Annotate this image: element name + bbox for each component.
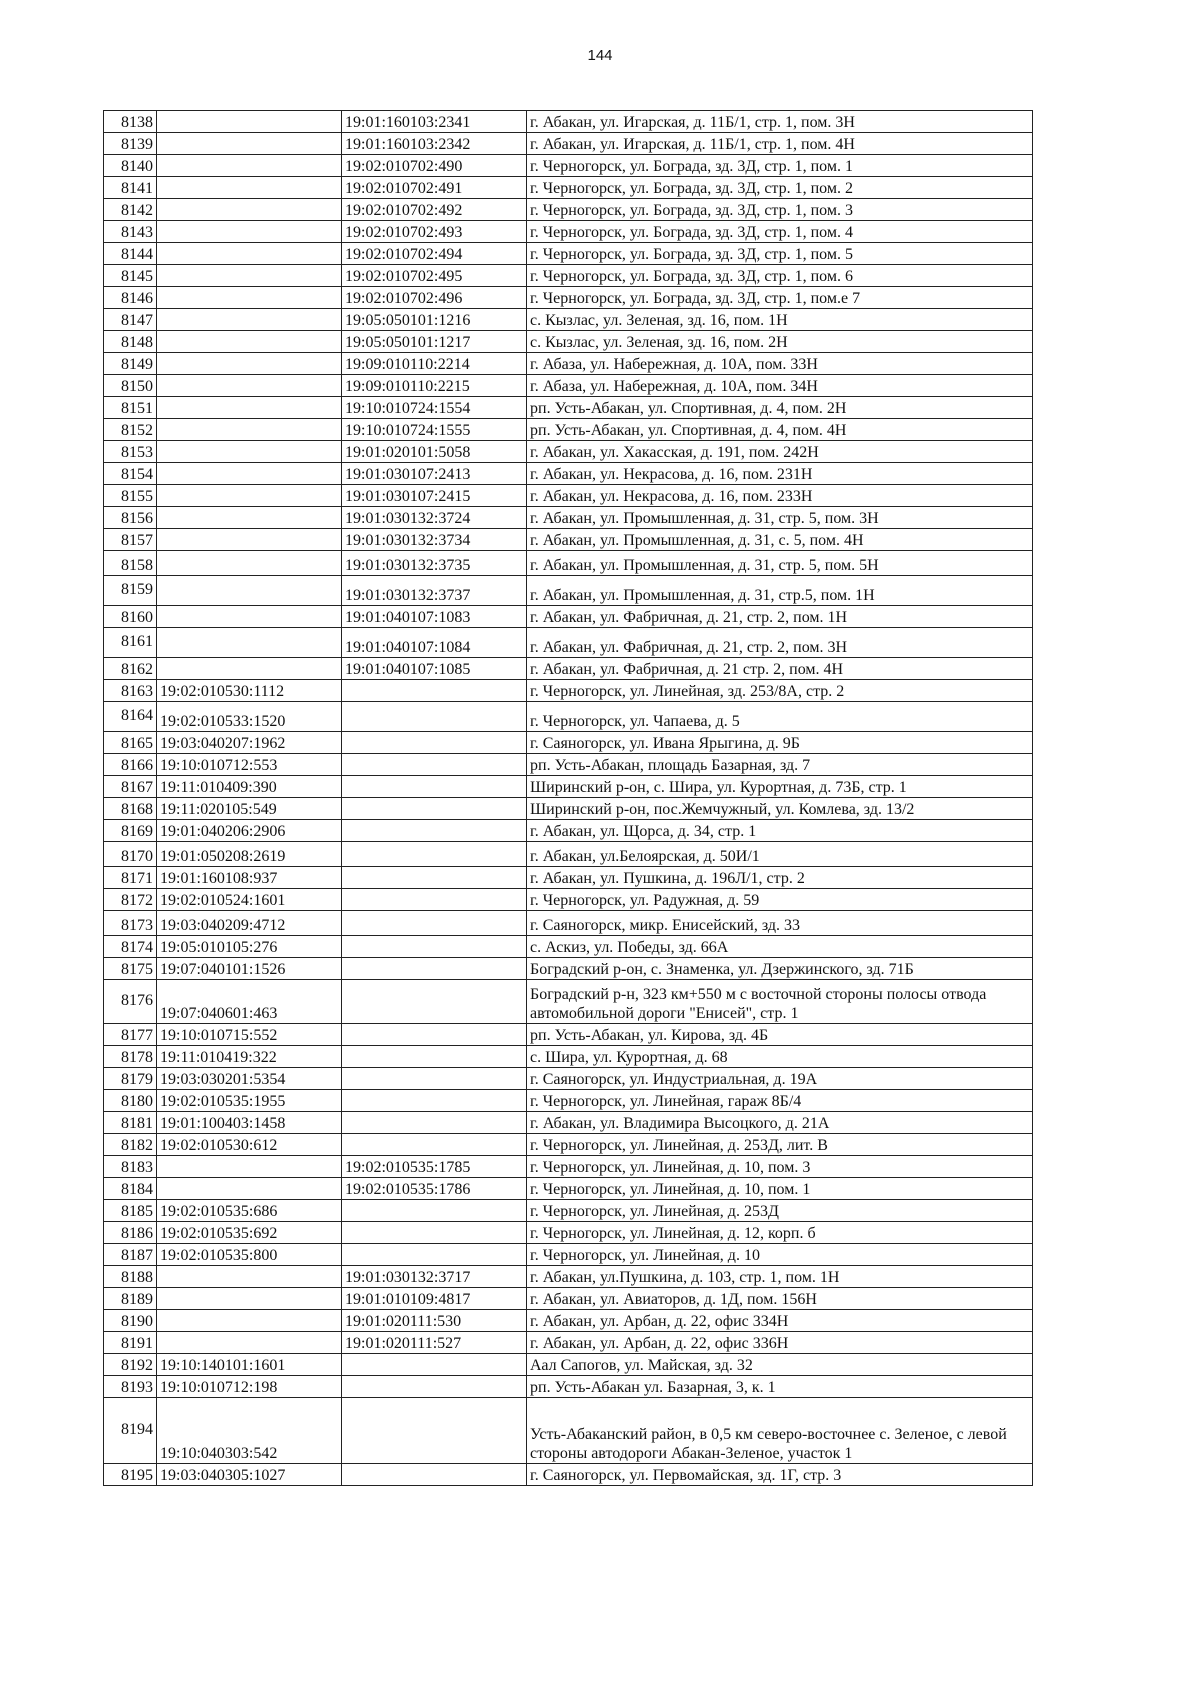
address-cell: г. Абакан, ул. Пушкина, д. 196Л/1, стр. 2: [527, 867, 1033, 889]
room-cadastral-number-cell: [342, 867, 527, 889]
cadastral-number-cell: [157, 628, 342, 658]
row-number-cell: 8187: [104, 1244, 157, 1266]
address-cell: г. Черногорск, ул. Линейная, гараж 8Б/4: [527, 1090, 1033, 1112]
cadastral-number-cell: 19:10:040303:542: [157, 1398, 342, 1464]
table-row: [104, 221, 1033, 243]
table-row: [104, 1090, 1033, 1112]
row-number-cell: 8164: [104, 702, 157, 732]
room-cadastral-number-cell: 19:05:050101:1216: [342, 309, 527, 331]
address-cell: г. Черногорск, ул. Бограда, зд. 3Д, стр. 1, пом. 4: [527, 221, 1033, 243]
cadastral-number-cell: 19:02:010535:692: [157, 1222, 342, 1244]
room-cadastral-number-cell: 19:01:160103:2342: [342, 133, 527, 155]
table-row: [104, 889, 1033, 911]
row-number-cell: 8152: [104, 419, 157, 441]
cadastral-number-cell: [157, 287, 342, 309]
room-cadastral-number-cell: [342, 1398, 527, 1464]
address-cell: г. Саяногорск, ул. Первомайская, зд. 1Г, стр. 3: [527, 1464, 1033, 1486]
address-cell: г. Черногорск, ул. Линейная, д. 253Д: [527, 1200, 1033, 1222]
address-cell: рп. Усть-Абакан, ул. Спортивная, д. 4, пом. 4Н: [527, 419, 1033, 441]
table-row: [104, 199, 1033, 221]
table-row: [104, 1068, 1033, 1090]
row-number-cell: 8193: [104, 1376, 157, 1398]
row-number-cell: 8182: [104, 1134, 157, 1156]
row-number-cell: 8174: [104, 936, 157, 958]
room-cadastral-number-cell: 19:02:010702:494: [342, 243, 527, 265]
cadastral-number-cell: 19:02:010535:1955: [157, 1090, 342, 1112]
cadastral-number-cell: [157, 155, 342, 177]
row-number-cell: 8159: [104, 576, 157, 606]
address-cell: Боградский р-н, 323 км+550 м с восточной стороны полосы отвода автомобильной дороги "Енисей", стр. 1: [527, 980, 1033, 1024]
room-cadastral-number-cell: 19:01:030132:3735: [342, 551, 527, 576]
address-cell: г. Абакан, ул.Пушкина, д. 103, стр. 1, пом. 1Н: [527, 1266, 1033, 1288]
address-cell: рп. Усть-Абакан ул. Базарная, 3, к. 1: [527, 1376, 1033, 1398]
address-cell: г. Абакан, ул. Промышленная, д. 31, стр.5, пом. 1Н: [527, 576, 1033, 606]
cadastral-number-cell: [157, 658, 342, 680]
address-cell: г. Абакан, ул. Фабричная, д. 21 стр. 2, пом. 4Н: [527, 658, 1033, 680]
room-cadastral-number-cell: 19:01:030132:3724: [342, 507, 527, 529]
address-cell: г. Саяногорск, ул. Индустриальная, д. 19А: [527, 1068, 1033, 1090]
address-cell: г. Абакан, ул. Хакасская, д. 191, пом. 242Н: [527, 441, 1033, 463]
table-row: [104, 867, 1033, 889]
room-cadastral-number-cell: 19:10:010724:1554: [342, 397, 527, 419]
row-number-cell: 8190: [104, 1310, 157, 1332]
table-row: [104, 485, 1033, 507]
cadastral-number-cell: [157, 419, 342, 441]
room-cadastral-number-cell: 19:02:010535:1786: [342, 1178, 527, 1200]
cadastral-number-cell: [157, 551, 342, 576]
row-number-cell: 8151: [104, 397, 157, 419]
table-row: [104, 177, 1033, 199]
room-cadastral-number-cell: [342, 1112, 527, 1134]
cadastral-number-cell: 19:02:010535:686: [157, 1200, 342, 1222]
table-row: [104, 529, 1033, 551]
table-row: [104, 287, 1033, 309]
row-number-cell: 8177: [104, 1024, 157, 1046]
row-number-cell: 8178: [104, 1046, 157, 1068]
address-cell: Усть-Абаканский район, в 0,5 км северо-восточнее с. Зеленое, с левой стороны автодороги Абакан-Зеленое, участок 1: [527, 1398, 1033, 1464]
room-cadastral-number-cell: [342, 958, 527, 980]
address-cell: г. Абакан, ул. Некрасова, д. 16, пом. 231Н: [527, 463, 1033, 485]
address-cell: г. Черногорск, ул. Чапаева, д. 5: [527, 702, 1033, 732]
room-cadastral-number-cell: [342, 776, 527, 798]
row-number-cell: 8148: [104, 331, 157, 353]
table-row: [104, 606, 1033, 628]
address-cell: г. Абакан, ул. Игарская, д. 11Б/1, стр. 1, пом. 4Н: [527, 133, 1033, 155]
row-number-cell: 8191: [104, 1332, 157, 1354]
row-number-cell: 8157: [104, 529, 157, 551]
address-cell: г. Черногорск, ул. Бограда, зд. 3Д, стр. 1, пом. 2: [527, 177, 1033, 199]
cadastral-number-cell: [157, 111, 342, 133]
table-row: [104, 1310, 1033, 1332]
table-row: [104, 1464, 1033, 1486]
room-cadastral-number-cell: 19:01:040107:1084: [342, 628, 527, 658]
address-cell: г. Саяногорск, микр. Енисейский, зд. 33: [527, 911, 1033, 936]
row-number-cell: 8154: [104, 463, 157, 485]
room-cadastral-number-cell: [342, 1244, 527, 1266]
table-row: [104, 936, 1033, 958]
table-row: [104, 441, 1033, 463]
table-row: [104, 1046, 1033, 1068]
table-row: [104, 658, 1033, 680]
room-cadastral-number-cell: 19:01:030107:2413: [342, 463, 527, 485]
table-row: [104, 111, 1033, 133]
row-number-cell: 8181: [104, 1112, 157, 1134]
row-number-cell: 8162: [104, 658, 157, 680]
cadastral-number-cell: 19:10:010712:553: [157, 754, 342, 776]
room-cadastral-number-cell: [342, 1464, 527, 1486]
address-cell: рп. Усть-Абакан, площадь Базарная, зд. 7: [527, 754, 1033, 776]
table-row: [104, 331, 1033, 353]
address-cell: г. Черногорск, ул. Линейная, д. 10: [527, 1244, 1033, 1266]
cadastral-number-cell: [157, 243, 342, 265]
address-cell: г. Абакан, ул. Фабричная, д. 21, стр. 2, пом. 1Н: [527, 606, 1033, 628]
room-cadastral-number-cell: 19:02:010702:491: [342, 177, 527, 199]
table-row: [104, 375, 1033, 397]
address-cell: Боградский р-он, с. Знаменка, ул. Дзержинского, зд. 71Б: [527, 958, 1033, 980]
cadastral-number-cell: 19:01:100403:1458: [157, 1112, 342, 1134]
table-row: [104, 732, 1033, 754]
address-cell: г. Черногорск, ул. Бограда, зд. 3Д, стр. 1, пом. 6: [527, 265, 1033, 287]
address-cell: г. Черногорск, ул. Бограда, зд. 3Д, стр. 1, пом. 1: [527, 155, 1033, 177]
table-row: [104, 958, 1033, 980]
row-number-cell: 8172: [104, 889, 157, 911]
cadastral-number-cell: 19:02:010535:800: [157, 1244, 342, 1266]
cadastral-number-cell: 19:03:040305:1027: [157, 1464, 342, 1486]
cadastral-number-cell: [157, 576, 342, 606]
row-number-cell: 8176: [104, 980, 157, 1024]
address-cell: г. Черногорск, ул. Линейная, д. 10, пом. 3: [527, 1156, 1033, 1178]
room-cadastral-number-cell: 19:01:020111:527: [342, 1332, 527, 1354]
cadastral-number-cell: 19:03:040209:4712: [157, 911, 342, 936]
room-cadastral-number-cell: 19:02:010702:493: [342, 221, 527, 243]
table-row: [104, 1024, 1033, 1046]
table-row: [104, 1200, 1033, 1222]
address-cell: г. Абакан, ул. Промышленная, д. 31, стр. 5, пом. 3Н: [527, 507, 1033, 529]
table-row: [104, 1266, 1033, 1288]
room-cadastral-number-cell: 19:01:030132:3734: [342, 529, 527, 551]
row-number-cell: 8170: [104, 842, 157, 867]
address-cell: г. Абакан, ул. Щорса, д. 34, стр. 1: [527, 820, 1033, 842]
property-table-body: [104, 111, 1033, 1486]
address-cell: г. Абакан, ул. Арбан, д. 22, офис 334Н: [527, 1310, 1033, 1332]
address-cell: г. Черногорск, ул. Линейная, д. 12, корп. б: [527, 1222, 1033, 1244]
cadastral-number-cell: 19:01:040206:2906: [157, 820, 342, 842]
table-row: [104, 551, 1033, 576]
address-cell: г. Абакан, ул. Некрасова, д. 16, пом. 233Н: [527, 485, 1033, 507]
row-number-cell: 8168: [104, 798, 157, 820]
cadastral-number-cell: [157, 529, 342, 551]
cadastral-number-cell: 19:11:010409:390: [157, 776, 342, 798]
table-row: [104, 754, 1033, 776]
room-cadastral-number-cell: [342, 1046, 527, 1068]
cadastral-number-cell: [157, 375, 342, 397]
table-row: [104, 680, 1033, 702]
cadastral-number-cell: [157, 1156, 342, 1178]
room-cadastral-number-cell: 19:01:030132:3737: [342, 576, 527, 606]
room-cadastral-number-cell: [342, 936, 527, 958]
room-cadastral-number-cell: [342, 702, 527, 732]
address-cell: г. Абакан, ул. Игарская, д. 11Б/1, стр. 1, пом. 3Н: [527, 111, 1033, 133]
cadastral-number-cell: 19:11:020105:549: [157, 798, 342, 820]
cadastral-number-cell: [157, 221, 342, 243]
cadastral-number-cell: [157, 331, 342, 353]
row-number-cell: 8142: [104, 199, 157, 221]
address-cell: г. Черногорск, ул. Бограда, зд. 3Д, стр. 1, пом. 5: [527, 243, 1033, 265]
room-cadastral-number-cell: [342, 1024, 527, 1046]
row-number-cell: 8183: [104, 1156, 157, 1178]
row-number-cell: 8143: [104, 221, 157, 243]
row-number-cell: 8144: [104, 243, 157, 265]
row-number-cell: 8167: [104, 776, 157, 798]
room-cadastral-number-cell: 19:02:010535:1785: [342, 1156, 527, 1178]
page-number: 144: [587, 47, 613, 64]
address-cell: г. Черногорск, ул. Бограда, зд. 3Д, стр. 1, пом.е 7: [527, 287, 1033, 309]
room-cadastral-number-cell: [342, 1200, 527, 1222]
room-cadastral-number-cell: [342, 754, 527, 776]
cadastral-number-cell: [157, 606, 342, 628]
cadastral-number-cell: 19:02:010524:1601: [157, 889, 342, 911]
cadastral-number-cell: 19:10:010712:198: [157, 1376, 342, 1398]
address-cell: с. Аскиз, ул. Победы, зд. 66А: [527, 936, 1033, 958]
room-cadastral-number-cell: 19:05:050101:1217: [342, 331, 527, 353]
row-number-cell: 8147: [104, 309, 157, 331]
cadastral-number-cell: 19:03:040207:1962: [157, 732, 342, 754]
table-row: [104, 911, 1033, 936]
cadastral-number-cell: [157, 1288, 342, 1310]
cadastral-number-cell: [157, 353, 342, 375]
row-number-cell: 8180: [104, 1090, 157, 1112]
room-cadastral-number-cell: [342, 732, 527, 754]
row-number-cell: 8138: [104, 111, 157, 133]
table-row: [104, 776, 1033, 798]
address-cell: г. Абакан, ул. Арбан, д. 22, офис 336Н: [527, 1332, 1033, 1354]
address-cell: Ширинский р-он, с. Шира, ул. Курортная, д. 73Б, стр. 1: [527, 776, 1033, 798]
row-number-cell: 8185: [104, 1200, 157, 1222]
cadastral-number-cell: [157, 1266, 342, 1288]
table-row: [104, 820, 1033, 842]
room-cadastral-number-cell: 19:10:010724:1555: [342, 419, 527, 441]
table-row: [104, 265, 1033, 287]
table-row: [104, 842, 1033, 867]
cadastral-number-cell: 19:02:010530:1112: [157, 680, 342, 702]
row-number-cell: 8189: [104, 1288, 157, 1310]
room-cadastral-number-cell: 19:01:020111:530: [342, 1310, 527, 1332]
cadastral-number-cell: [157, 441, 342, 463]
address-cell: г. Абакан, ул. Промышленная, д. 31, стр. 5, пом. 5Н: [527, 551, 1033, 576]
table-row: [104, 1398, 1033, 1464]
room-cadastral-number-cell: 19:01:160103:2341: [342, 111, 527, 133]
room-cadastral-number-cell: [342, 798, 527, 820]
room-cadastral-number-cell: [342, 889, 527, 911]
room-cadastral-number-cell: [342, 680, 527, 702]
room-cadastral-number-cell: 19:02:010702:496: [342, 287, 527, 309]
table-row: [104, 243, 1033, 265]
cadastral-number-cell: [157, 199, 342, 221]
row-number-cell: 8160: [104, 606, 157, 628]
cadastral-number-cell: [157, 507, 342, 529]
address-cell: Ширинский р-он, пос.Жемчужный, ул. Комлева, зд. 13/2: [527, 798, 1033, 820]
room-cadastral-number-cell: 19:02:010702:495: [342, 265, 527, 287]
cadastral-number-cell: [157, 485, 342, 507]
cadastral-number-cell: 19:02:010533:1520: [157, 702, 342, 732]
table-row: [104, 702, 1033, 732]
room-cadastral-number-cell: [342, 1090, 527, 1112]
room-cadastral-number-cell: 19:01:040107:1085: [342, 658, 527, 680]
row-number-cell: 8156: [104, 507, 157, 529]
row-number-cell: 8179: [104, 1068, 157, 1090]
address-cell: г. Саяногорск, ул. Ивана Ярыгина, д. 9Б: [527, 732, 1033, 754]
address-cell: с. Шира, ул. Курортная, д. 68: [527, 1046, 1033, 1068]
table-row: [104, 1222, 1033, 1244]
address-cell: г. Черногорск, ул. Линейная, зд. 253/8А, стр. 2: [527, 680, 1033, 702]
row-number-cell: 8166: [104, 754, 157, 776]
address-cell: г. Абакан, ул. Владимира Высоцкого, д. 21А: [527, 1112, 1033, 1134]
row-number-cell: 8195: [104, 1464, 157, 1486]
cadastral-number-cell: 19:05:010105:276: [157, 936, 342, 958]
address-cell: г. Черногорск, ул. Линейная, д. 10, пом. 1: [527, 1178, 1033, 1200]
cadastral-number-cell: [157, 397, 342, 419]
room-cadastral-number-cell: [342, 1134, 527, 1156]
cadastral-number-cell: 19:07:040601:463: [157, 980, 342, 1024]
address-cell: рп. Усть-Абакан, ул. Кирова, зд. 4Б: [527, 1024, 1033, 1046]
row-number-cell: 8140: [104, 155, 157, 177]
room-cadastral-number-cell: [342, 1354, 527, 1376]
table-row: [104, 1244, 1033, 1266]
address-cell: г. Абакан, ул. Авиаторов, д. 1Д, пом. 156Н: [527, 1288, 1033, 1310]
address-cell: рп. Усть-Абакан, ул. Спортивная, д. 4, пом. 2Н: [527, 397, 1033, 419]
table-row: [104, 133, 1033, 155]
room-cadastral-number-cell: 19:01:010109:4817: [342, 1288, 527, 1310]
address-cell: г. Черногорск, ул. Линейная, д. 253Д, лит. В: [527, 1134, 1033, 1156]
row-number-cell: 8173: [104, 911, 157, 936]
table-row: [104, 798, 1033, 820]
cadastral-number-cell: 19:03:030201:5354: [157, 1068, 342, 1090]
table-row: [104, 397, 1033, 419]
address-cell: г. Абакан, ул. Промышленная, д. 31, с. 5, пом. 4Н: [527, 529, 1033, 551]
row-number-cell: 8194: [104, 1398, 157, 1464]
row-number-cell: 8188: [104, 1266, 157, 1288]
row-number-cell: 8171: [104, 867, 157, 889]
cadastral-number-cell: [157, 265, 342, 287]
table-row: [104, 419, 1033, 441]
cadastral-number-cell: 19:02:010530:612: [157, 1134, 342, 1156]
row-number-cell: 8150: [104, 375, 157, 397]
room-cadastral-number-cell: [342, 1068, 527, 1090]
room-cadastral-number-cell: 19:02:010702:490: [342, 155, 527, 177]
cadastral-number-cell: 19:10:010715:552: [157, 1024, 342, 1046]
table-row: [104, 1178, 1033, 1200]
row-number-cell: 8169: [104, 820, 157, 842]
row-number-cell: 8161: [104, 628, 157, 658]
row-number-cell: 8163: [104, 680, 157, 702]
address-cell: с. Кызлас, ул. Зеленая, зд. 16, пом. 2Н: [527, 331, 1033, 353]
cadastral-number-cell: [157, 177, 342, 199]
row-number-cell: 8141: [104, 177, 157, 199]
table-row: [104, 309, 1033, 331]
row-number-cell: 8184: [104, 1178, 157, 1200]
table-row: [104, 1376, 1033, 1398]
table-row: [104, 1156, 1033, 1178]
room-cadastral-number-cell: [342, 842, 527, 867]
table-row: [104, 463, 1033, 485]
address-cell: г. Абакан, ул. Фабричная, д. 21, стр. 2, пом. 3Н: [527, 628, 1033, 658]
room-cadastral-number-cell: [342, 911, 527, 936]
row-number-cell: 8165: [104, 732, 157, 754]
cadastral-number-cell: [157, 1310, 342, 1332]
table-row: [104, 980, 1033, 1024]
room-cadastral-number-cell: [342, 820, 527, 842]
cadastral-number-cell: 19:07:040101:1526: [157, 958, 342, 980]
table-row: [104, 576, 1033, 606]
cadastral-number-cell: [157, 309, 342, 331]
row-number-cell: 8186: [104, 1222, 157, 1244]
address-cell: г. Абакан, ул.Белоярская, д. 50И/1: [527, 842, 1033, 867]
row-number-cell: 8155: [104, 485, 157, 507]
cadastral-number-cell: 19:10:140101:1601: [157, 1354, 342, 1376]
cadastral-number-cell: [157, 133, 342, 155]
table-row: [104, 628, 1033, 658]
cadastral-number-cell: 19:01:160108:937: [157, 867, 342, 889]
room-cadastral-number-cell: 19:09:010110:2214: [342, 353, 527, 375]
cadastral-number-cell: [157, 1332, 342, 1354]
address-cell: г. Абаза, ул. Набережная, д. 10А, пом. 33Н: [527, 353, 1033, 375]
table-row: [104, 155, 1033, 177]
table-row: [104, 1112, 1033, 1134]
table-row: [104, 1332, 1033, 1354]
cadastral-number-cell: [157, 1178, 342, 1200]
room-cadastral-number-cell: 19:02:010702:492: [342, 199, 527, 221]
row-number-cell: 8153: [104, 441, 157, 463]
room-cadastral-number-cell: 19:01:030107:2415: [342, 485, 527, 507]
table-row: [104, 1134, 1033, 1156]
table-row: [104, 1288, 1033, 1310]
cadastral-number-cell: 19:11:010419:322: [157, 1046, 342, 1068]
row-number-cell: 8192: [104, 1354, 157, 1376]
room-cadastral-number-cell: [342, 1376, 527, 1398]
row-number-cell: 8158: [104, 551, 157, 576]
room-cadastral-number-cell: [342, 1222, 527, 1244]
room-cadastral-number-cell: 19:01:020101:5058: [342, 441, 527, 463]
table-row: [104, 1354, 1033, 1376]
address-cell: г. Черногорск, ул. Бограда, зд. 3Д, стр. 1, пом. 3: [527, 199, 1033, 221]
address-cell: г. Абаза, ул. Набережная, д. 10А, пом. 34Н: [527, 375, 1033, 397]
row-number-cell: 8175: [104, 958, 157, 980]
row-number-cell: 8149: [104, 353, 157, 375]
room-cadastral-number-cell: [342, 980, 527, 1024]
room-cadastral-number-cell: 19:01:030132:3717: [342, 1266, 527, 1288]
address-cell: Аал Сапогов, ул. Майская, зд. 32: [527, 1354, 1033, 1376]
row-number-cell: 8146: [104, 287, 157, 309]
address-cell: г. Черногорск, ул. Радужная, д. 59: [527, 889, 1033, 911]
cadastral-number-cell: 19:01:050208:2619: [157, 842, 342, 867]
address-cell: с. Кызлас, ул. Зеленая, зд. 16, пом. 1Н: [527, 309, 1033, 331]
property-table: [103, 110, 1033, 1486]
row-number-cell: 8139: [104, 133, 157, 155]
table-row: [104, 353, 1033, 375]
room-cadastral-number-cell: 19:09:010110:2215: [342, 375, 527, 397]
table-row: [104, 507, 1033, 529]
cadastral-number-cell: [157, 463, 342, 485]
row-number-cell: 8145: [104, 265, 157, 287]
room-cadastral-number-cell: 19:01:040107:1083: [342, 606, 527, 628]
